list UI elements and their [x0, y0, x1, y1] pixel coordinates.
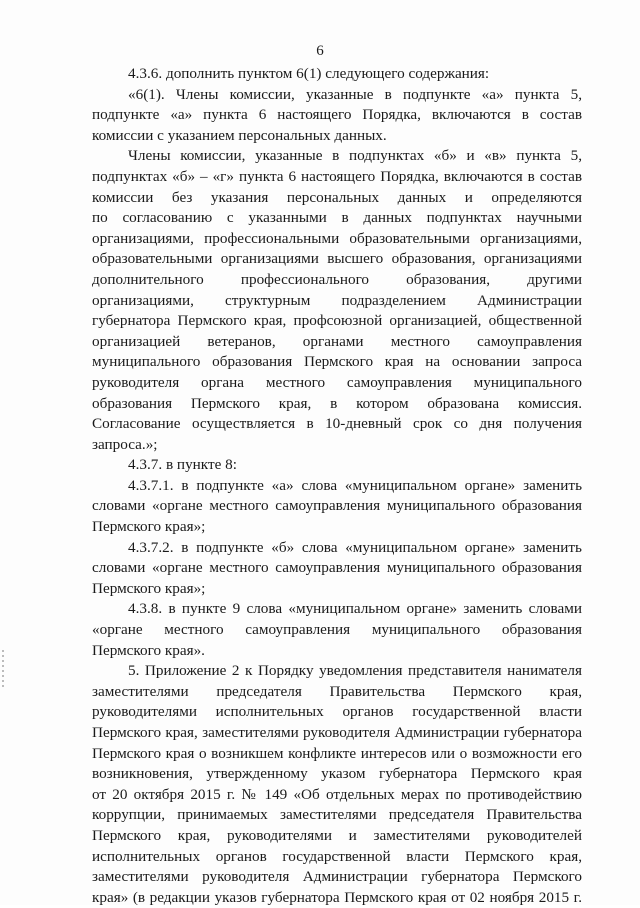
text-line: Пермского края».	[92, 641, 205, 659]
text-line: Пермского края, заместителями руководителя Администрации губернатора	[92, 724, 582, 741]
text-line: 4.3.7. в пункте 8:	[128, 456, 237, 474]
text-line: комиссии без указания персональных данных и определяются	[92, 188, 582, 206]
text-line: исполнительных органов государственной власти Пермского края,	[92, 847, 582, 865]
text-line: муниципального образования Пермского края на основании запроса	[92, 353, 582, 371]
text-line: дополнительного профессионального образования, другими	[92, 270, 582, 288]
text-line: словами «органе местного самоуправления муниципального образования	[92, 497, 582, 515]
text-line: руководителя органа местного самоуправления муниципального	[92, 373, 582, 391]
text-line: 5. Приложение 2 к Порядку уведомления представителя нанимателя	[128, 662, 582, 680]
text-line: 4.3.7.1. в подпункте «а» слова «муниципальном органе» заменить	[128, 476, 582, 494]
text-line: Согласование осуществляется в 10-дневный срок со дня получения	[92, 415, 582, 433]
text-line: коррупции, принимаемых заместителями председателя Правительства	[92, 806, 582, 824]
text-line: заместителями руководителя Администрации губернатора Пермского	[92, 868, 582, 886]
text-line: комиссии с указанием персональных данных.	[92, 126, 387, 144]
page-number: 6	[316, 43, 324, 59]
document-body	[92, 64, 582, 908]
text-line: от 20 октября 2015 г. № 149 «Об отдельных мерах по противодействию	[92, 785, 582, 803]
text-line: края» (в редакции указов губернатора Пермского края от 02 ноября 2015 г.	[92, 888, 582, 906]
text-line: подпункте «а» пункта 6 настоящего Порядка, включаются в состав	[92, 106, 582, 124]
text-line: Пермского края»;	[92, 518, 206, 536]
scan-edge-mark	[2, 650, 4, 690]
text-line: организациями, профессиональными образовательными организациями,	[92, 229, 582, 247]
text-line: 4.3.7.2. в подпункте «б» слова «муниципальном органе» заменить	[128, 538, 582, 556]
text-line: организацией ветеранов, органами местного самоуправления	[92, 332, 582, 350]
text-line: 4.3.8. в пункте 9 слова «муниципальном органе» заменить словами	[128, 600, 582, 618]
text-line: запроса.»;	[92, 435, 158, 453]
text-line: «органе местного самоуправления муниципального образования	[92, 621, 582, 639]
text-line: образовательными организациями высшего образования, организациями	[92, 250, 582, 268]
text-line: Пермского края, руководителями и заместителями руководителей	[92, 826, 582, 844]
text-line: 4.3.6. дополнить пунктом 6(1) следующего содержания:	[128, 65, 490, 82]
text-line: Члены комиссии, указанные в подпунктах «б» и «в» пункта 5,	[128, 147, 582, 165]
text-line: «6(1). Члены комиссии, указанные в подпункте «а» пункта 5,	[128, 85, 582, 103]
text-line: подпунктах «б» – «г» пункта 6 настоящего Порядка, включаются в состав	[92, 167, 582, 185]
text-line: Пермского края о возникшем конфликте интересов или о возможности его	[92, 744, 582, 762]
text-line: организациями, структурным подразделением Администрации	[92, 291, 582, 309]
text-line: заместителями председателя Правительства Пермского края,	[92, 682, 582, 700]
text-line: словами «органе местного самоуправления муниципального образования	[92, 559, 582, 577]
text-line: возникновения, утвержденному указом губернатора Пермского края	[92, 765, 582, 783]
text-line: образования Пермского края, в котором образована комиссия.	[92, 394, 582, 412]
text-line: руководителями исполнительных органов государственной власти	[92, 703, 582, 721]
text-line: губернатора Пермского края, профсоюзной организацией, общественной	[92, 312, 582, 330]
text-line: по согласованию с указанными в данных подпунктах научными	[92, 209, 582, 227]
text-line: Пермского края»;	[92, 579, 206, 597]
